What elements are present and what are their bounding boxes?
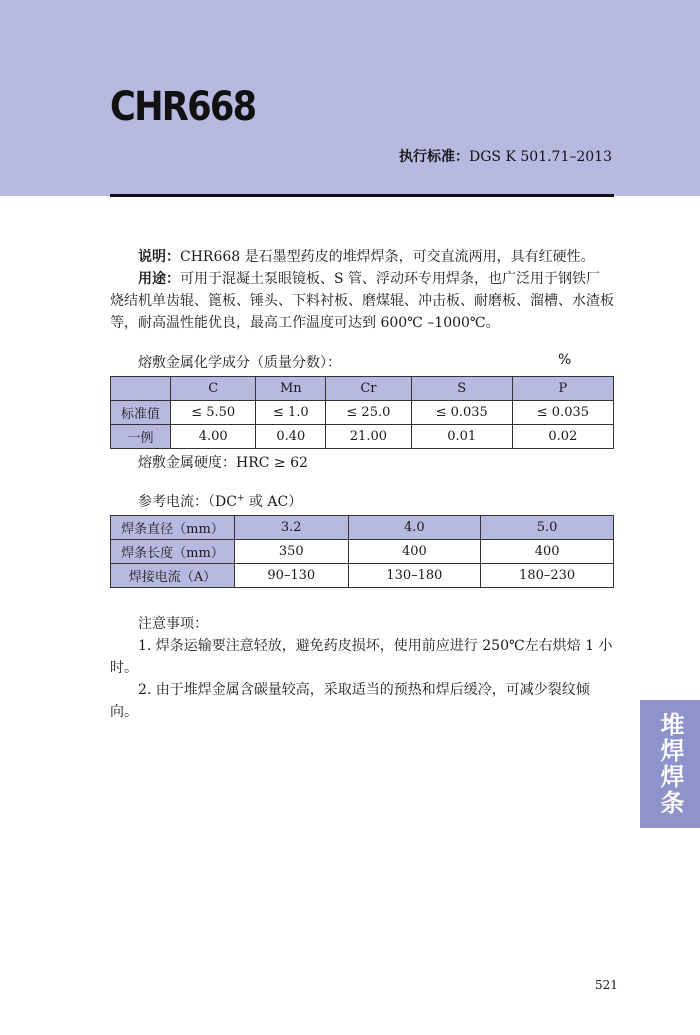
note-item: 1. 焊条运输要注意轻放，避免药皮损坏，使用前应进行 250℃左右烘焙 1 小时。	[110, 638, 613, 676]
table-cell: ≤ 25.0	[326, 401, 411, 425]
table-header-cell: C	[171, 377, 256, 401]
chemistry-heading-text: 熔敷金属化学成分	[138, 355, 250, 371]
table-cell: 0.01	[411, 425, 512, 449]
table-cell: ≤ 1.0	[256, 401, 326, 425]
row-label: 一例	[111, 425, 171, 449]
standard-value: DGS K 501.71–2013	[469, 149, 612, 165]
chemistry-table	[110, 376, 614, 449]
table-cell: 4.00	[171, 425, 256, 449]
standard-label: 执行标准：	[399, 149, 470, 165]
table-header-cell: Cr	[326, 377, 411, 401]
header-rule	[110, 194, 614, 197]
page-number: 521	[595, 978, 618, 992]
table-cell: 130–180	[348, 564, 481, 588]
table-cell: 4.0	[348, 516, 481, 540]
chemistry-heading	[138, 352, 341, 372]
current-heading-paren-pre: ：（DC	[194, 494, 237, 510]
table-header-cell: P	[512, 377, 613, 401]
description-label: 说明：	[138, 249, 180, 265]
chemistry-unit: %	[558, 352, 572, 368]
table-row	[111, 425, 614, 449]
header-band	[0, 0, 700, 196]
table-row	[111, 401, 614, 425]
chemistry-heading-paren: （质量分数）：	[250, 355, 341, 371]
table-cell: 400	[348, 540, 481, 564]
chapter-side-tab: 堆焊焊条	[640, 700, 700, 828]
row-label: 焊条直径（mm）	[111, 516, 235, 540]
row-label: 焊条长度（mm）	[111, 540, 235, 564]
current-table	[110, 515, 614, 588]
table-cell: 350	[235, 540, 349, 564]
table-cell: ≤ 0.035	[411, 401, 512, 425]
hardness-text: 熔敷金属硬度：HRC ≥ 62	[138, 455, 308, 471]
table-header-row	[111, 377, 614, 401]
current-heading-sup: +	[236, 493, 245, 504]
standard-line	[399, 146, 612, 166]
table-header-cell: S	[411, 377, 512, 401]
table-row	[111, 540, 614, 564]
table-cell: 400	[481, 540, 614, 564]
table-cell: 0.02	[512, 425, 613, 449]
table-header-cell	[111, 377, 171, 401]
row-label: 标准值	[111, 401, 171, 425]
table-cell: 21.00	[326, 425, 411, 449]
usage-text: 可用于混凝土泵眼镜板、S 管、浮动环专用焊条，也广泛用于钢铁厂烧结机单齿辊、篦板、锤头、下料衬板、磨煤辊、冲击板、耐磨板、溜槽、水渣板等，耐高温性能优良，最高工作温度可达到 600℃ –1000℃。	[110, 271, 614, 331]
notes-heading: 注意事项：	[138, 616, 208, 632]
current-heading	[138, 491, 302, 511]
description-paragraph	[110, 246, 614, 268]
product-title: CHR668	[110, 84, 256, 130]
table-cell: 90–130	[235, 564, 349, 588]
table-cell: ≤ 0.035	[512, 401, 613, 425]
table-row	[111, 564, 614, 588]
table-header-cell: Mn	[256, 377, 326, 401]
row-label: 焊接电流（A）	[111, 564, 235, 588]
table-row	[111, 516, 614, 540]
current-heading-text: 参考电流	[138, 494, 194, 510]
usage-label: 用途：	[138, 271, 180, 287]
notes-block	[110, 613, 614, 723]
current-heading-paren-post: 或 AC）	[244, 494, 303, 510]
table-cell: 180–230	[481, 564, 614, 588]
note-item: 2. 由于堆焊金属含碳量较高，采取适当的预热和焊后缓冷，可减少裂纹倾向。	[110, 682, 590, 720]
usage-paragraph	[110, 268, 614, 334]
table-cell: 5.0	[481, 516, 614, 540]
table-cell: 3.2	[235, 516, 349, 540]
table-cell: 0.40	[256, 425, 326, 449]
table-cell: ≤ 5.50	[171, 401, 256, 425]
description-block	[110, 246, 614, 334]
description-text: CHR668 是石墨型药皮的堆焊焊条，可交直流两用，具有红硬性。	[180, 249, 595, 265]
